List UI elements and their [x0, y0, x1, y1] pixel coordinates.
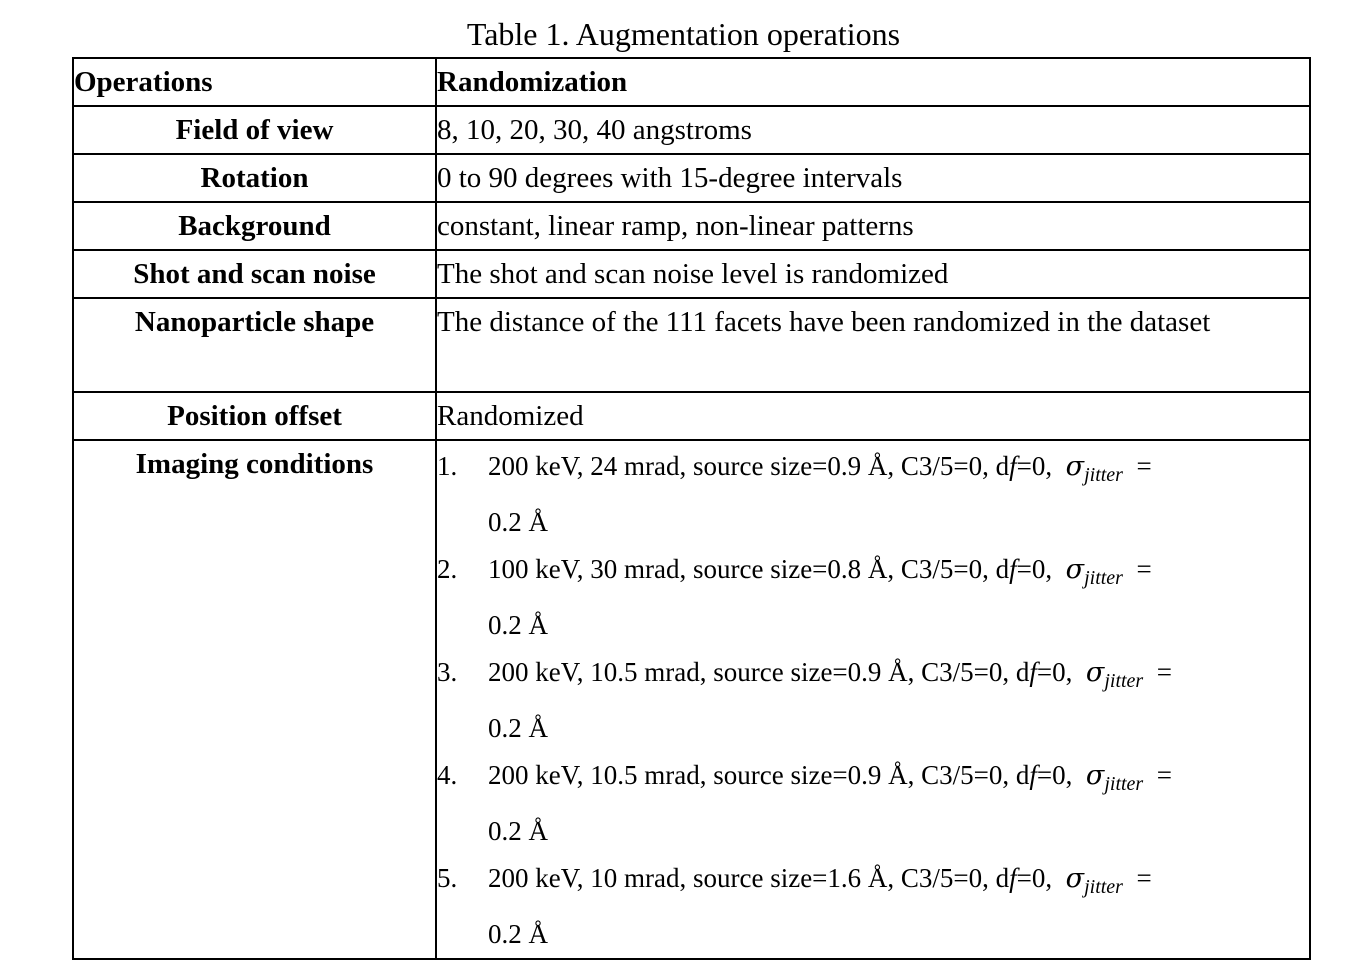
condition-number: 4.: [437, 760, 458, 790]
sigma-symbol: σ: [1085, 657, 1105, 688]
sigma-subscript: jitter: [1084, 876, 1123, 898]
operation-cell: Position offset: [73, 392, 436, 440]
condition-defocus-value: =0,: [1016, 451, 1053, 481]
condition-defocus-symbol: f: [1009, 863, 1017, 893]
condition-text: [488, 855, 1309, 958]
condition-text: [488, 546, 1309, 649]
sigma-symbol: σ: [1065, 863, 1085, 894]
imaging-condition-item: [437, 649, 1309, 752]
sigma-subscript: jitter: [1104, 670, 1144, 692]
table-row-imaging: [73, 440, 1310, 959]
operation-cell: Rotation: [73, 154, 436, 202]
operation-cell: Shot and scan noise: [73, 250, 436, 298]
sigma-subscript: jitter: [1104, 773, 1144, 795]
condition-defocus-value: =0,: [1016, 863, 1053, 893]
imaging-condition-item: [437, 855, 1309, 958]
jitter-value: 0.2 Å: [488, 713, 548, 743]
sigma-subscript: jitter: [1084, 567, 1123, 589]
imaging-condition-item: [437, 752, 1309, 855]
table-row: [73, 106, 1310, 154]
condition-number: 3.: [437, 657, 458, 687]
operation-cell: Nanoparticle shape: [73, 298, 436, 392]
randomization-cell: The shot and scan noise level is randomized: [436, 250, 1310, 298]
sigma-subscript: jitter: [1084, 464, 1123, 486]
condition-params: 100 keV, 30 mrad, source size=0.8 Å, C3/5=0, d: [488, 554, 1010, 584]
jitter-value: 0.2 Å: [488, 919, 548, 949]
jitter-value: 0.2 Å: [488, 507, 548, 537]
table-caption: Table 1. Augmentation operations: [466, 16, 901, 52]
imaging-conditions-cell: [436, 440, 1310, 959]
sigma-symbol: σ: [1085, 760, 1105, 791]
condition-text: [488, 649, 1309, 752]
randomization-cell: 8, 10, 20, 30, 40 angstroms: [436, 106, 1310, 154]
imaging-conditions-list: [437, 443, 1309, 958]
equals-sign: =: [1156, 657, 1172, 687]
randomization-cell: 0 to 90 degrees with 15-degree intervals: [436, 154, 1310, 202]
condition-number: 1.: [437, 451, 458, 481]
condition-params: 200 keV, 10.5 mrad, source size=0.9 Å, C3/5=0, d: [488, 760, 1030, 790]
operation-cell: Field of view: [73, 106, 436, 154]
equals-sign: =: [1136, 554, 1152, 584]
augmentation-table: [72, 57, 1311, 960]
condition-defocus-value: =0,: [1036, 760, 1073, 790]
condition-defocus-value: =0,: [1016, 554, 1053, 584]
sigma-symbol: σ: [1065, 451, 1085, 482]
table-row: [73, 154, 1310, 202]
jitter-value: 0.2 Å: [488, 816, 548, 846]
table-row: [73, 392, 1310, 440]
randomization-cell: The distance of the 111 facets have been randomized in the dataset: [436, 298, 1310, 392]
imaging-condition-item: [437, 443, 1309, 546]
table-row: [73, 250, 1310, 298]
header-operations: Operations: [73, 58, 436, 106]
condition-defocus-symbol: f: [1029, 657, 1037, 687]
sigma-symbol: σ: [1065, 554, 1085, 585]
equals-sign: =: [1136, 863, 1152, 893]
condition-params: 200 keV, 10.5 mrad, source size=0.9 Å, C3/5=0, d: [488, 657, 1030, 687]
header-randomization: Randomization: [436, 58, 1310, 106]
header-row: [73, 58, 1310, 106]
randomization-cell: constant, linear ramp, non-linear patterns: [436, 202, 1310, 250]
condition-defocus-symbol: f: [1009, 451, 1017, 481]
equals-sign: =: [1136, 451, 1152, 481]
condition-defocus-value: =0,: [1036, 657, 1073, 687]
condition-defocus-symbol: f: [1009, 554, 1017, 584]
table-row: [73, 202, 1310, 250]
imaging-condition-item: [437, 546, 1309, 649]
operation-cell: Imaging conditions: [73, 440, 436, 959]
condition-text: [488, 752, 1309, 855]
randomization-cell: Randomized: [436, 392, 1310, 440]
condition-number: 2.: [437, 554, 458, 584]
condition-defocus-symbol: f: [1029, 760, 1037, 790]
equals-sign: =: [1156, 760, 1172, 790]
jitter-value: 0.2 Å: [488, 610, 548, 640]
condition-number: 5.: [437, 863, 458, 893]
condition-params: 200 keV, 10 mrad, source size=1.6 Å, C3/5=0, d: [488, 863, 1010, 893]
condition-params: 200 keV, 24 mrad, source size=0.9 Å, C3/5=0, d: [488, 451, 1010, 481]
operation-cell: Background: [73, 202, 436, 250]
condition-text: [488, 443, 1309, 546]
table-row: [73, 298, 1310, 392]
